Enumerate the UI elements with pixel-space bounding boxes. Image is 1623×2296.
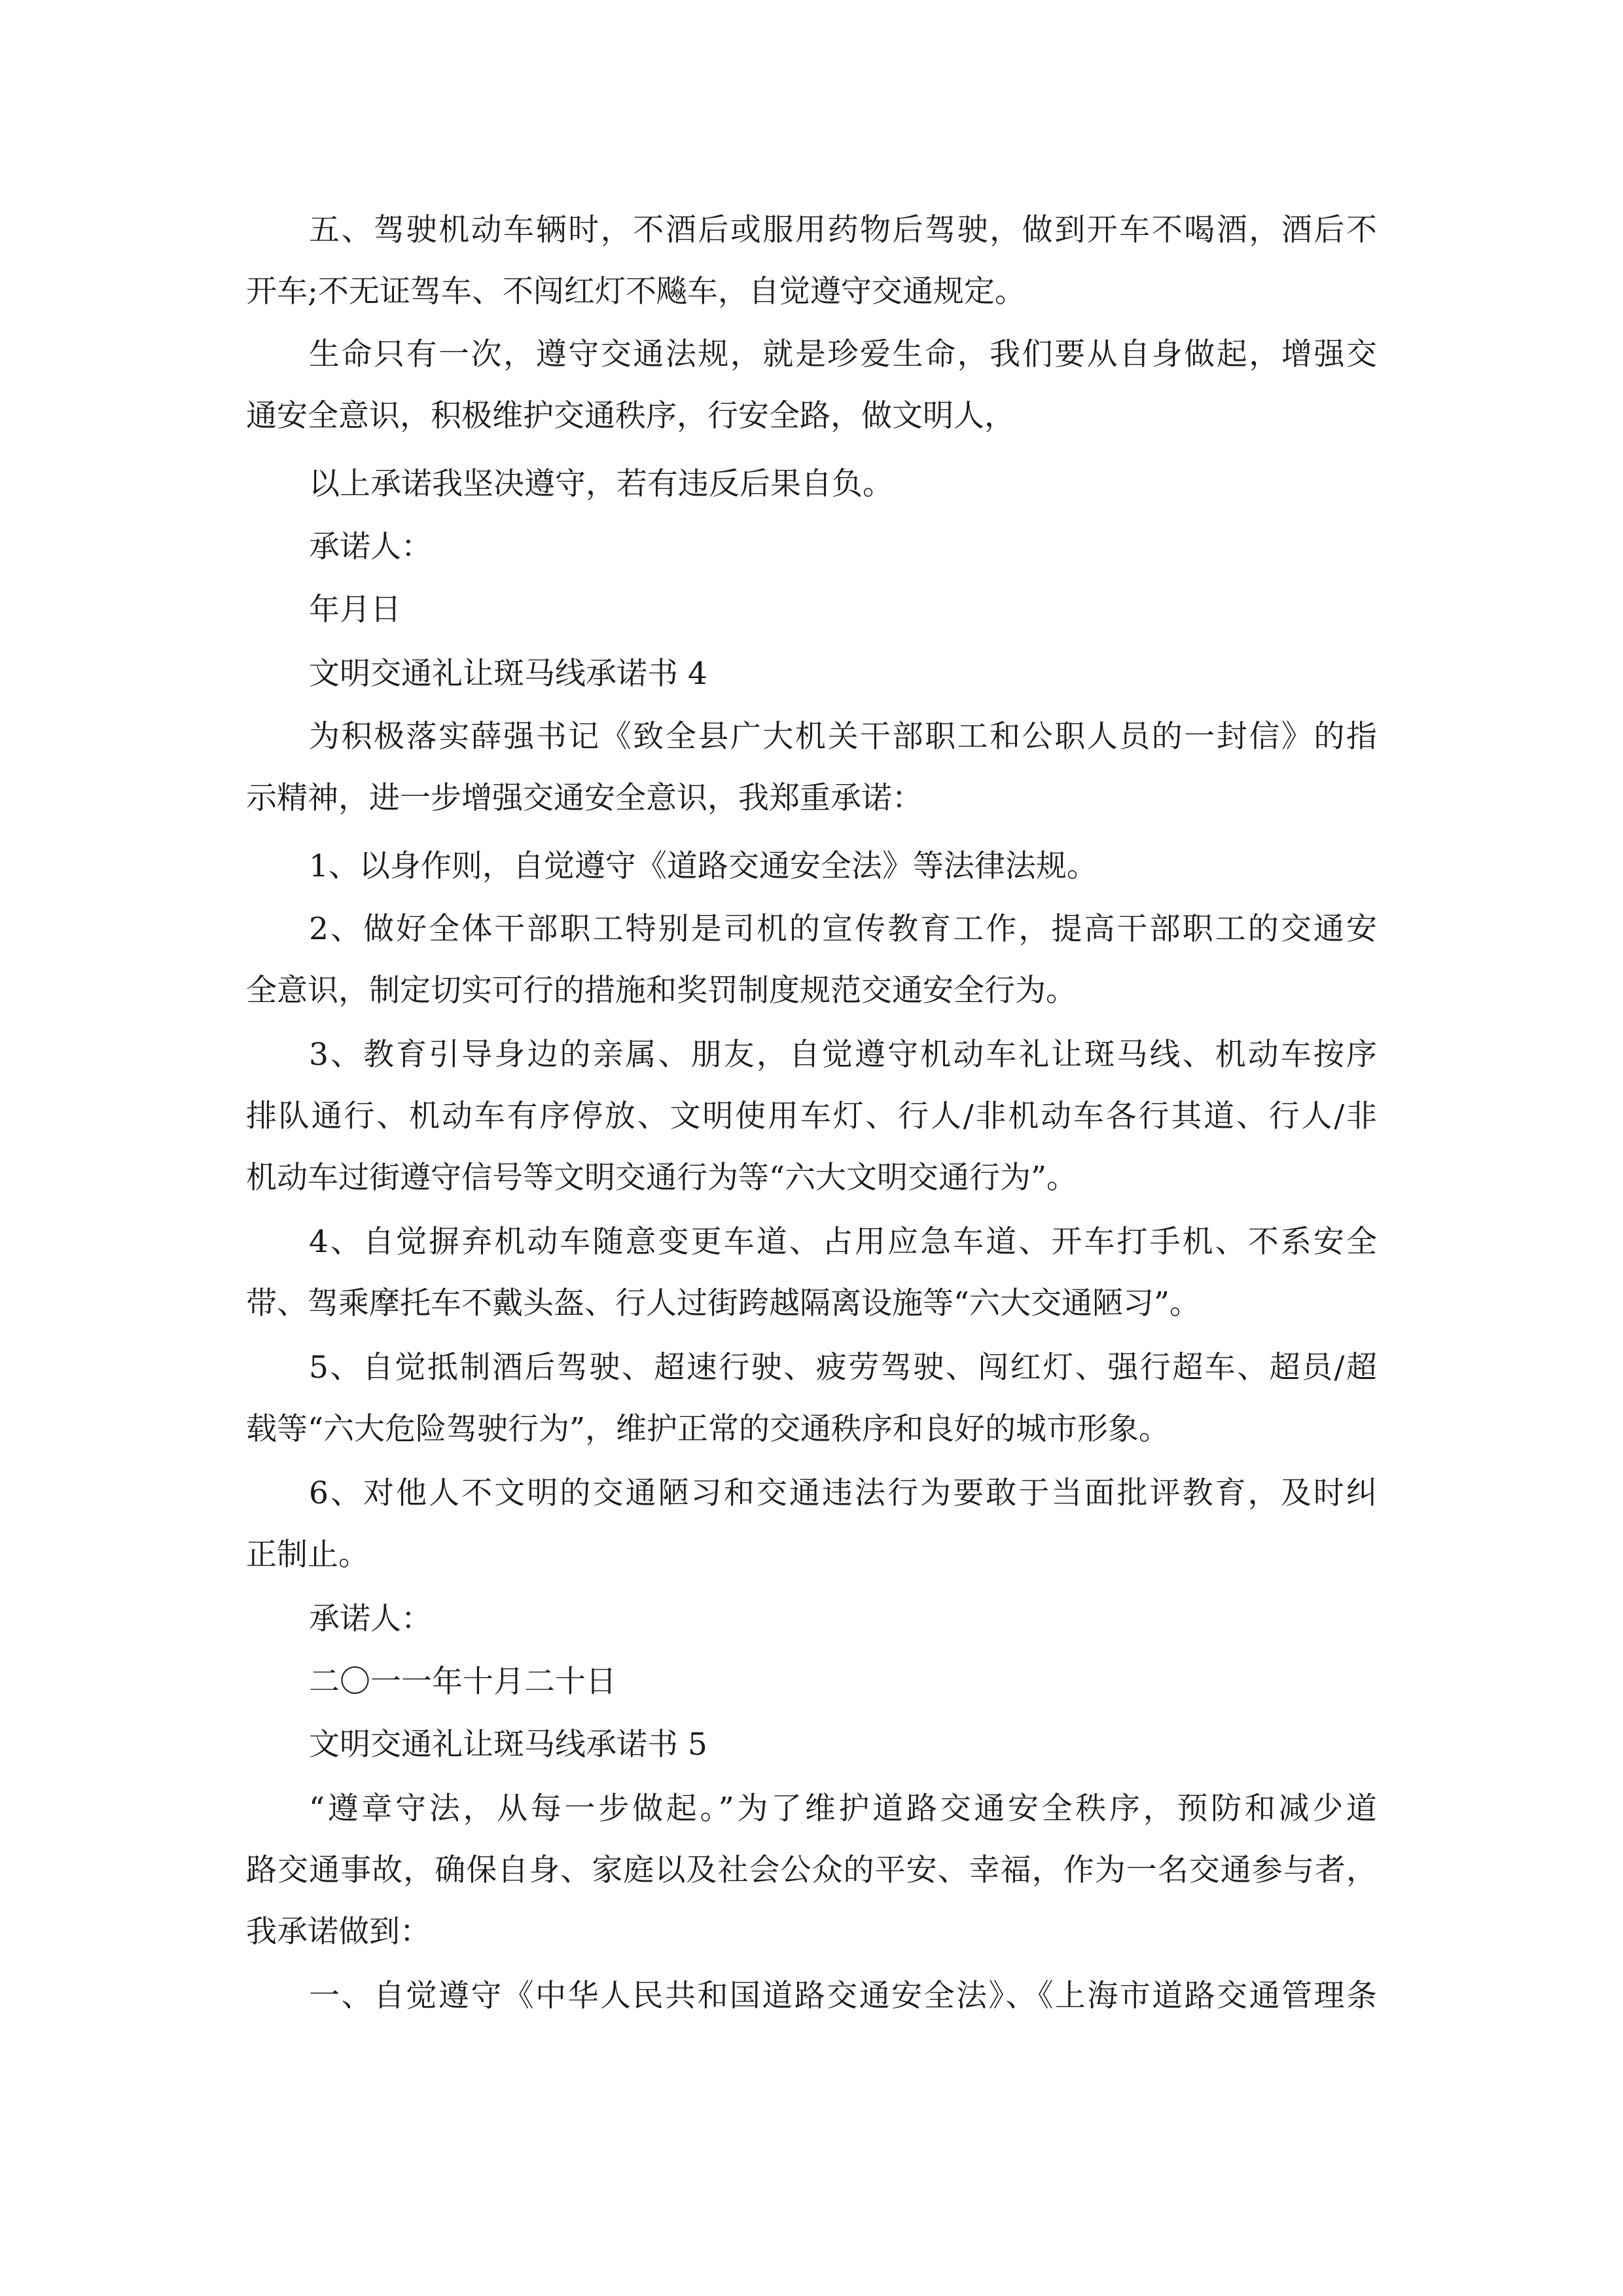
- list-item: 载等“六大危险驾驶行为”，维护正常的交通秩序和良好的城市形象。: [246, 1411, 1170, 1447]
- list-item: 带、驾乘摩托车不戴头盔、行人过街跨越隔离设施等“六大交通陋习”。: [246, 1285, 1201, 1321]
- list-item: 排队通行、机动车有序停放、文明使用车灯、行人/非机动车各行其道、行人/非: [246, 1098, 1377, 1134]
- date-line: 二〇一一年十月二十日: [309, 1664, 616, 1700]
- date-line: 年月日: [309, 592, 401, 628]
- paragraph-line: 一、自觉遵守《中华人民共和国道路交通安全法》、《上海市道路交通管理条: [309, 1978, 1377, 2014]
- list-item: 全意识，制定切实可行的措施和奖罚制度规范交通安全行为。: [246, 973, 1077, 1009]
- paragraph-line: 以上承诺我坚决遵守，若有违反后果自负。: [309, 466, 893, 502]
- list-item: 2、做好全体干部职工特别是司机的宣传教育工作，提高干部职工的交通安: [309, 911, 1377, 947]
- paragraph-line: 示精神，进一步增强交通安全意识，我郑重承诺：: [246, 780, 923, 816]
- list-item: 5、自觉抵制酒后驾驶、超速行驶、疲劳驾驶、闯红灯、强行超车、超员/超: [309, 1350, 1377, 1386]
- paragraph-line: 通安全意识，积极维护交通秩序，行安全路，做文明人，: [246, 398, 1015, 434]
- paragraph-line: 生命只有一次，遵守交通法规，就是珍爱生命，我们要从自身做起，增强交: [309, 336, 1377, 372]
- list-item: 1、以身作则，自觉遵守《道路交通安全法》等法律法规。: [309, 848, 1097, 884]
- paragraph-line: 为积极落实薛强书记《致全县广大机关干部职工和公职人员的一封信》的指: [309, 719, 1377, 755]
- section-title: 文明交通礼让斑马线承诺书 5: [309, 1727, 707, 1763]
- paragraph-line: 开车;不无证驾车、不闯红灯不飚车，自觉遵守交通规定。: [246, 274, 1026, 310]
- list-item: 机动车过街遵守信号等文明交通行为等“六大文明交通行为”。: [246, 1160, 1078, 1196]
- paragraph-line: 五、驾驶机动车辆时，不酒后或服用药物后驾驶，做到开车不喝酒，酒后不: [309, 212, 1377, 248]
- paragraph-line: “遵章守法，从每一步做起。”为了维护道路交通安全秩序，预防和减少道: [309, 1791, 1377, 1827]
- signatory-label: 承诺人：: [309, 529, 432, 565]
- list-item: 3、教育引导身边的亲属、朋友，自觉遵守机动车礼让斑马线、机动车按序: [309, 1037, 1377, 1073]
- section-title: 文明交通礼让斑马线承诺书 4: [309, 656, 707, 692]
- list-item: 正制止。: [246, 1537, 369, 1573]
- list-item: 4、自觉摒弃机动车随意变更车道、占用应急车道、开车打手机、不系安全: [309, 1224, 1377, 1260]
- paragraph-line: 我承诺做到：: [246, 1914, 431, 1950]
- list-item: 6、对他人不文明的交通陋习和交通违法行为要敢于当面批评教育，及时纠: [309, 1475, 1377, 1511]
- signatory-label: 承诺人：: [309, 1601, 432, 1637]
- paragraph-line: 路交通事故，确保自身、家庭以及社会公众的平安、幸福，作为一名交通参与者，: [246, 1852, 1377, 1888]
